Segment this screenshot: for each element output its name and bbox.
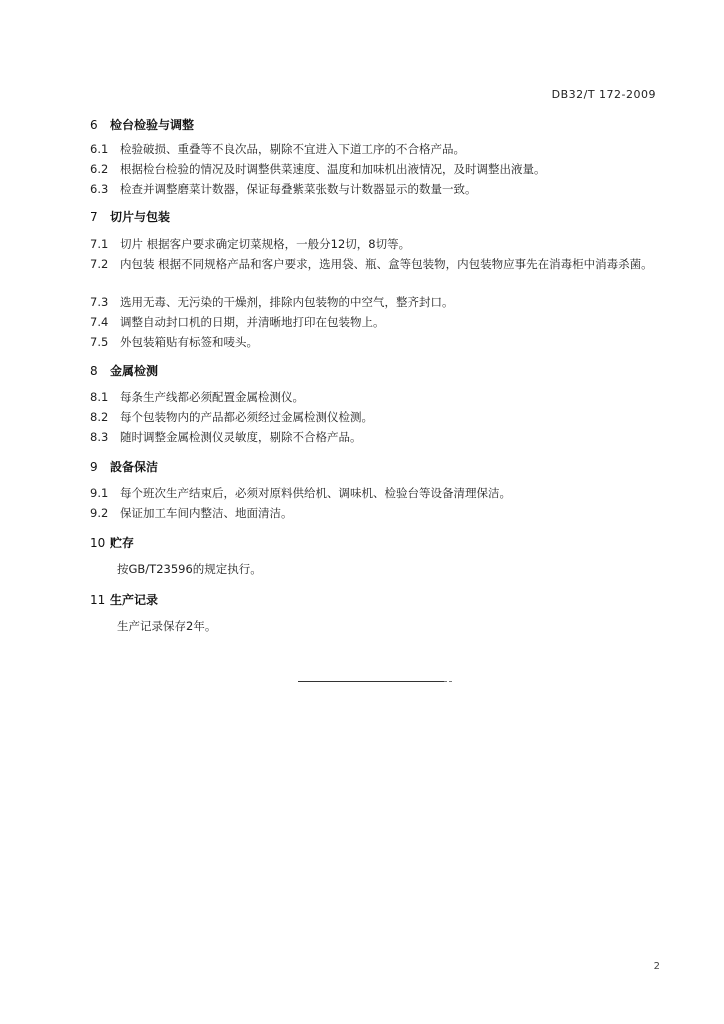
- clause-number: 6.3: [90, 182, 109, 196]
- clause-text: 根据检台检验的情况及时调整供菜速度、温度和加味机出液情况，及时调整出液量。: [120, 162, 546, 176]
- clause-7-3: [90, 293, 660, 312]
- clause-6-1: [90, 140, 660, 159]
- section-title: 金属检测: [110, 364, 159, 378]
- clause-text: 每个班次生产结束后，必须对原料供给机、调味机、检验台等设备清理保洁。: [120, 486, 511, 500]
- end-of-document-rule: [298, 681, 444, 682]
- clause-text: 内包装 根据不同规格产品和客户要求，选用袋、瓶、盒等包装物，内包装物应事先在消毒柜中消毒杀菌。: [120, 257, 653, 271]
- section-number: 8: [90, 364, 98, 378]
- clause-6-2: [90, 160, 660, 179]
- clause-number: 7.4: [90, 315, 109, 329]
- clause-6-3: [90, 180, 660, 199]
- clause-text: 检查并调整磨菜计数器，保证每叠紫菜张数与计数器显示的数量一致。: [120, 182, 477, 196]
- section-heading-11: [90, 591, 158, 608]
- clause-number: 7.3: [90, 295, 109, 309]
- page-number: 2: [653, 961, 660, 972]
- clause-number: 6.1: [90, 142, 109, 156]
- section-10-body: 按GB/T23596的规定执行。: [117, 562, 262, 576]
- section-title: 检台检验与调整: [110, 118, 195, 132]
- clause-9-2: [90, 504, 660, 523]
- clause-8-3: [90, 428, 660, 447]
- section-heading-6: [90, 116, 194, 133]
- clause-text: 外包装箱贴有标签和唛头。: [120, 335, 258, 349]
- section-heading-8: [90, 362, 158, 379]
- clause-number: 8.3: [90, 430, 109, 444]
- clause-text: 调整自动封口机的日期，并清晰地打印在包装物上。: [120, 315, 385, 329]
- clause-text: 选用无毒、无污染的干燥剂，排除内包装物的中空气，整齐封口。: [120, 295, 454, 309]
- clause-7-5: [90, 333, 660, 352]
- section-number: 11: [90, 593, 106, 607]
- section-number: 10: [90, 536, 106, 550]
- clause-number: 7.5: [90, 335, 109, 349]
- clause-text: 每个包装物内的产品都必须经过金属检测仪检测。: [120, 410, 373, 424]
- clause-8-2: [90, 408, 660, 427]
- section-number: 9: [90, 460, 98, 474]
- clause-8-1: [90, 388, 660, 407]
- clause-7-2: [90, 255, 660, 274]
- standard-number: DB32/T 172-2009: [551, 88, 656, 101]
- clause-text: 每条生产线都必须配置金属检测仪。: [120, 390, 304, 404]
- section-heading-9: [90, 458, 158, 475]
- clause-number: 7.1: [90, 237, 109, 251]
- clause-number: 9.1: [90, 486, 109, 500]
- section-number: 7: [90, 210, 98, 224]
- clause-text: 切片 根据客户要求确定切菜规格，一般分12切，8切等。: [120, 237, 411, 251]
- section-title: 切片与包装: [110, 210, 171, 224]
- clause-number: 8.1: [90, 390, 109, 404]
- section-title: 贮存: [110, 536, 135, 550]
- clause-text: 随时调整金属检测仪灵敏度，剔除不合格产品。: [120, 430, 362, 444]
- section-number: 6: [90, 118, 98, 132]
- clause-number: 7.2: [90, 257, 109, 271]
- section-heading-7: [90, 208, 170, 225]
- section-11-body: 生产记录保存2年。: [117, 619, 217, 633]
- clause-text: 检验破损、重叠等不良次品，剔除不宜进入下道工序的不合格产品。: [120, 142, 465, 156]
- clause-7-4: [90, 313, 660, 332]
- section-heading-10: [90, 534, 134, 551]
- clause-number: 9.2: [90, 506, 109, 520]
- clause-number: 6.2: [90, 162, 109, 176]
- clause-9-1: [90, 484, 660, 503]
- section-title: 設备保洁: [110, 460, 159, 474]
- clause-7-1: [90, 235, 660, 254]
- clause-number: 8.2: [90, 410, 109, 424]
- section-title: 生产记录: [110, 593, 159, 607]
- clause-text: 保证加工车间内整洁、地面清洁。: [120, 506, 293, 520]
